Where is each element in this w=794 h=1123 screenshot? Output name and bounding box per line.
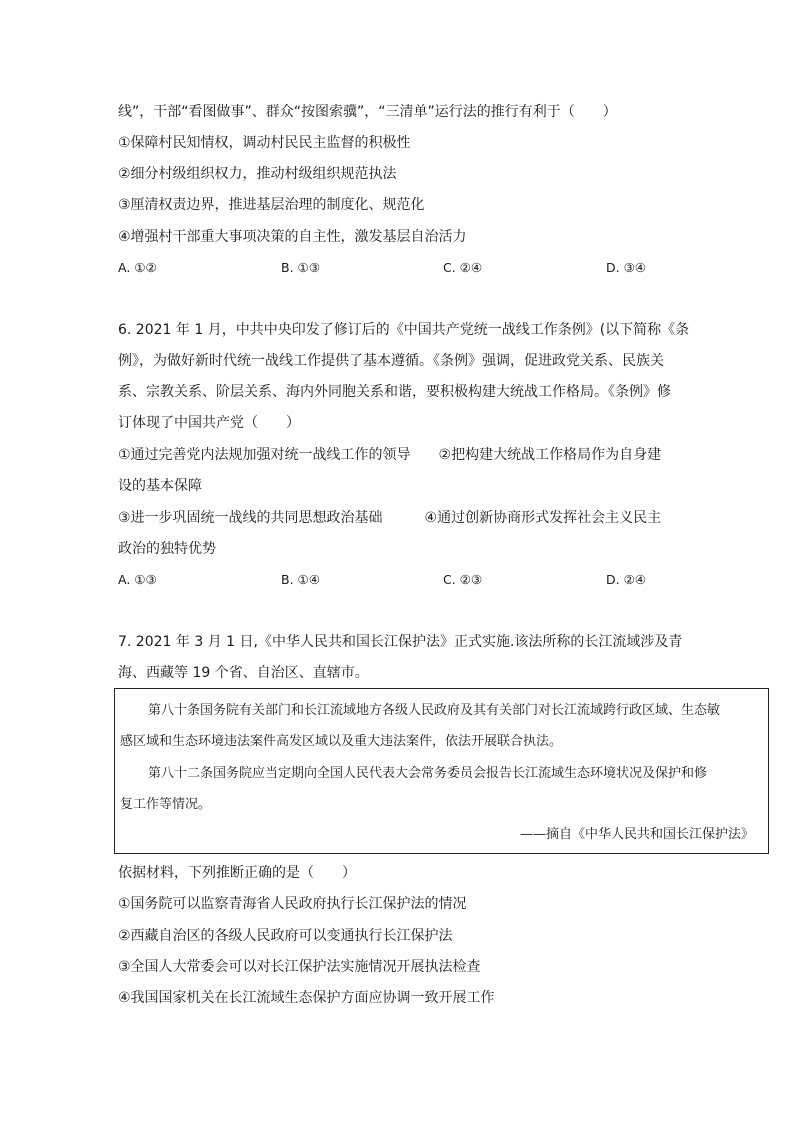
q7-quote-line-1: 第八十条国务院有关部门和长江流域地方各级人民政府及其有关部门对长江流域跨行政区域、生态敏 <box>148 703 721 718</box>
q6-option-line-4: 政治的独特优势 <box>118 541 216 557</box>
q7-quote-box <box>114 688 769 854</box>
q5-option-2: ②细分村级组织权力，推动村级组织规范执法 <box>118 166 397 182</box>
q6-stem-line-4: 订体现了中国共产党（ ） <box>118 415 300 431</box>
q7-option-3: ③全国人大常委会可以对长江保护法实施情况开展执法检查 <box>118 959 481 975</box>
q6-stem-line-3: 系、宗教关系、阶层关系、海内外同胞关系和谐，要积极构建大统战工作格局。《条例》修 <box>118 384 671 400</box>
q7-quote-source: ——摘自《中华人民共和国长江保护法》 <box>519 827 754 842</box>
q6-stem-line-2: 例》，为做好新时代统一战线工作提供了基本遵循。《条例》强调，促进政党关系、民族关 <box>118 353 664 369</box>
q7-prompt: 依据材料，下列推断正确的是（ ） <box>118 865 356 881</box>
q6-choice-b: B. ①④ <box>281 572 320 587</box>
q6-choice-c: C. ②③ <box>443 572 483 587</box>
q7-option-4: ④我国国家机关在长江流域生态保护方面应协调一致开展工作 <box>118 990 495 1006</box>
q5-choice-d: D. ③④ <box>606 260 646 275</box>
q5-option-4: ④增强村干部重大事项决策的自主性，激发基层自治活力 <box>118 229 467 245</box>
q5-choice-b: B. ①③ <box>281 260 320 275</box>
q6-option-line-3: ③进一步巩固统一战线的共同思想政治基础 ④通过创新协商形式发挥社会主义民主 <box>118 510 662 526</box>
q6-option-line-1: ①通过完善党内法规加强对统一战线工作的领导 ②把构建大统战工作格局作为自身建 <box>118 447 662 463</box>
q7-option-1: ①国务院可以监察青海省人民政府执行长江保护法的情况 <box>118 896 467 912</box>
q5-choices <box>118 258 678 278</box>
q7-quote-line-4: 复工作等情况。 <box>120 797 212 812</box>
q7-quote-line-2: 感区域和生态环境违法案件高发区域以及重大违法案件，依法开展联合执法。 <box>120 734 563 749</box>
q5-option-3: ③厘清权责边界，推进基层治理的制度化、规范化 <box>118 197 425 213</box>
q7-stem-line-2: 海、西藏等 19 个省、自治区、直辖市。 <box>118 665 369 681</box>
q6-option-line-2: 设的基本保障 <box>118 478 202 494</box>
q5-choice-c: C. ②④ <box>443 260 483 275</box>
q7-option-2: ②西藏自治区的各级人民政府可以变通执行长江保护法 <box>118 928 453 944</box>
q5-choice-a: A. ①② <box>118 260 157 275</box>
q5-stem-tail: 线”，干部“看图做事”、群众“按图索骥”，“三清单”运行法的推行有利于（ ） <box>118 104 617 120</box>
q7-quote-line-3: 第八十二条国务院应当定期向全国人民代表大会常务委员会报告长江流域生态环境状况及保护和修 <box>148 766 708 781</box>
q6-choices <box>118 570 678 590</box>
q7-stem-line-1: 7. 2021 年 3 月 1 日,《中华人民共和国长江保护法》正式实施.该法所称的长江流域涉及青 <box>118 634 683 650</box>
q6-choice-d: D. ②④ <box>606 572 646 587</box>
q6-choice-a: A. ①③ <box>118 572 157 587</box>
q6-stem-line-1: 6. 2021 年 1 月，中共中央印发了修订后的《中国共产党统一战线工作条例》(以下简称《条 <box>118 322 690 338</box>
q5-option-1: ①保障村民知情权，调动村民民主监督的积极性 <box>118 135 411 151</box>
